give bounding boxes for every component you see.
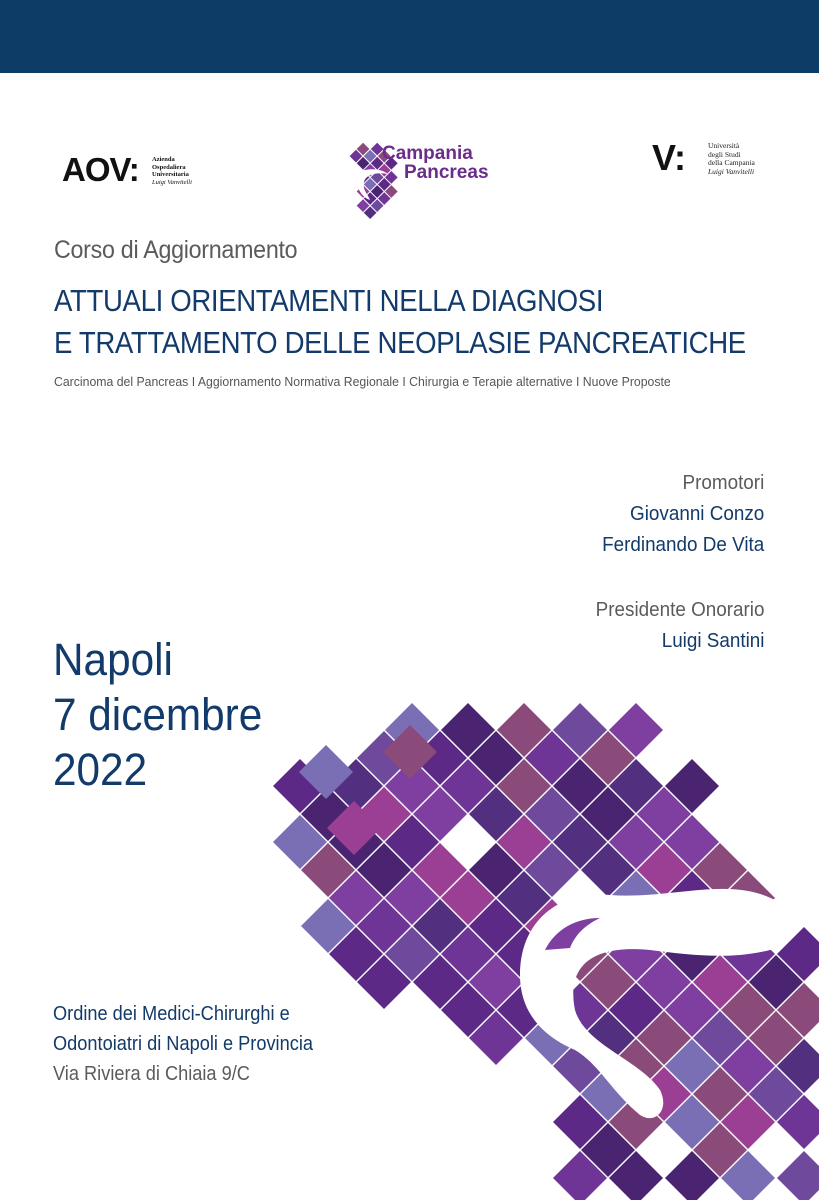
event-venue <box>53 999 313 1089</box>
mosaic-tile <box>777 1151 819 1200</box>
event-year: 2022 <box>53 744 148 795</box>
campania-pancreas-line2: Pancreas <box>404 162 489 183</box>
aov-logo-line: Universitaria <box>152 171 189 178</box>
honorary-president-name: Luigi Santini <box>661 629 764 652</box>
promoter-name: Giovanni Conzo <box>629 502 764 525</box>
event-city: Napoli <box>53 634 173 685</box>
course-label: Corso di Aggiornamento <box>54 236 298 264</box>
aov-logo-mark: AOV: <box>62 151 139 188</box>
venue-line2: Odontoiatri di Napoli e Provincia <box>53 1033 313 1055</box>
venue-line1: Ordine dei Medici-Chirurghi e <box>53 1003 290 1025</box>
campania-pancreas-line1: Campania <box>382 143 473 164</box>
promoters-label: Promotori <box>682 471 764 494</box>
university-logo-mark: V: <box>652 137 687 178</box>
aov-logo-line: Luigi Vanvitelli <box>152 178 192 186</box>
university-logo-line: Luigi Vanvitelli <box>708 166 755 176</box>
aov-logo-line: Ospedaliera <box>152 163 186 171</box>
course-title-line2: E TRATTAMENTO DELLE NEOPLASIE PANCREATICHE <box>54 325 746 360</box>
event-date: 7 dicembre <box>53 689 263 740</box>
university-logo-line: Università <box>708 141 740 150</box>
promoter-name: Ferdinando De Vita <box>601 533 764 556</box>
honorary-president-label: Presidente Onorario <box>595 598 764 621</box>
course-subtitle: Carcinoma del Pancreas I Aggiornamento Normativa Regionale I Chirurgia e Terapie alternative I Nuove Proposte <box>54 374 671 389</box>
aov-logo-line: Azienda <box>152 156 175 163</box>
university-logo-line: della Campania <box>708 158 755 168</box>
course-title-line1: ATTUALI ORIENTAMENTI NELLA DIAGNOSI <box>54 283 604 318</box>
venue-address: Via Riviera di Chiaia 9/C <box>53 1063 250 1085</box>
university-logo-line: degli Studi <box>708 149 741 159</box>
